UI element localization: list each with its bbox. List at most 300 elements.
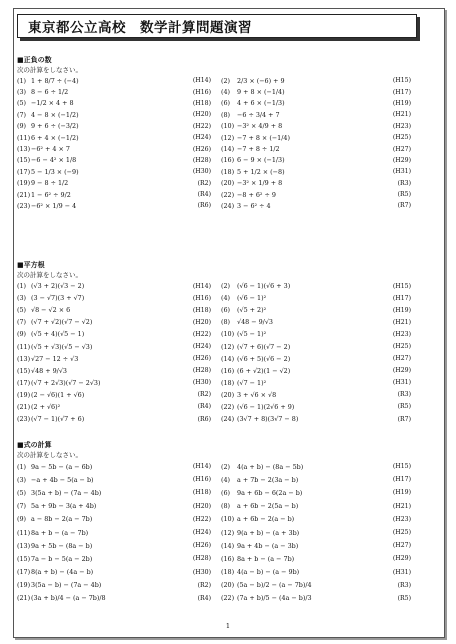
problem-number: (2) <box>221 76 231 85</box>
problem-row <box>17 280 417 292</box>
problem-expression: 6 + 4 × (−1/2) <box>31 133 79 142</box>
problem-year: (H25) <box>392 529 411 537</box>
problem-year: (H22) <box>192 330 211 338</box>
problem-item <box>17 282 217 290</box>
problem-expression: −3² × 4/9 + 8 <box>237 122 283 131</box>
problem-item <box>17 415 217 423</box>
problem-expression: −6 − 4² × 1/8 <box>31 156 77 165</box>
problem-number: (22) <box>221 402 235 411</box>
problem-expression: (√7 + 2√3)(√7 − 2√3) <box>31 378 101 387</box>
problem-year: (R5) <box>397 191 411 199</box>
problem-number: (15) <box>17 156 31 165</box>
problem-year: (H26) <box>192 145 211 153</box>
problem-expression: (√5 + 4)(√5 − 1) <box>31 330 85 339</box>
problem-number: (20) <box>221 581 235 590</box>
problem-row <box>17 328 417 340</box>
problem-year: (H29) <box>392 367 411 375</box>
problem-number: (20) <box>221 179 235 188</box>
problem-number: (11) <box>17 528 31 537</box>
problem-item <box>217 168 417 176</box>
problem-year: (R3) <box>397 391 411 399</box>
problem-list <box>17 75 417 212</box>
problem-number: (4) <box>221 294 231 303</box>
problem-expression: (√7 − 1)(√7 + 6) <box>31 415 85 424</box>
problem-year: (H18) <box>192 489 211 497</box>
problem-item <box>17 145 217 153</box>
problem-item <box>17 191 217 199</box>
problem-row <box>17 304 417 316</box>
problem-number: (10) <box>221 515 235 524</box>
problem-expression: 9 + 8 × (−1/4) <box>237 88 285 97</box>
problem-number: (8) <box>221 318 231 327</box>
problem-expression: 2/3 × (−6) + 9 <box>237 76 285 85</box>
section-instruction: 次の計算をしなさい。 <box>17 451 82 459</box>
problem-number: (24) <box>221 201 235 210</box>
problem-number: (14) <box>221 145 235 154</box>
section-heading: ■正負の数 <box>17 56 52 64</box>
problem-expression: 4 − 8 × (−1/2) <box>31 110 79 119</box>
problem-year: (H15) <box>392 77 411 85</box>
problem-number: (21) <box>17 190 31 199</box>
problem-item <box>17 111 217 119</box>
title-box <box>17 14 417 38</box>
problem-item <box>17 515 217 523</box>
problem-year: (H17) <box>392 476 411 484</box>
problem-row <box>17 592 417 605</box>
problem-item <box>217 403 417 411</box>
problem-year: (H16) <box>192 476 211 484</box>
problem-year: (H31) <box>392 379 411 387</box>
problem-year: (H30) <box>192 568 211 576</box>
problem-year: (H25) <box>392 343 411 351</box>
problem-row <box>17 200 417 211</box>
problem-expression: (3 − √7)(3 + √7) <box>31 294 85 303</box>
problem-number: (8) <box>221 502 231 511</box>
problem-row <box>17 189 417 200</box>
problem-expression: −a + 4b − 5(a − b) <box>31 475 94 484</box>
problem-expression: −1/2 × 4 + 8 <box>31 99 74 108</box>
problem-number: (23) <box>17 415 31 424</box>
problem-year: (H30) <box>192 168 211 176</box>
problem-item <box>17 168 217 176</box>
problem-row <box>17 121 417 132</box>
problem-item <box>217 156 417 164</box>
problem-expression: (2 + √6)² <box>31 402 61 411</box>
problem-item <box>17 502 217 510</box>
problem-number: (12) <box>221 528 235 537</box>
problem-year: (R5) <box>397 594 411 602</box>
problem-item <box>17 134 217 142</box>
problem-item <box>217 88 417 96</box>
problem-expression: 9a + 5b − (8a − b) <box>31 541 93 550</box>
problem-number: (15) <box>17 366 31 375</box>
problem-expression: (√7 − 1)² <box>237 378 267 387</box>
problem-row <box>17 460 417 473</box>
problem-item <box>17 403 217 411</box>
problem-number: (9) <box>17 330 27 339</box>
problem-number: (24) <box>221 415 235 424</box>
problem-number: (13) <box>17 354 31 363</box>
problem-item <box>17 542 217 550</box>
problem-year: (R2) <box>197 391 211 399</box>
problem-year: (R7) <box>397 202 411 210</box>
problem-number: (19) <box>17 179 31 188</box>
problem-item <box>217 343 417 351</box>
problem-year: (H17) <box>392 294 411 302</box>
problem-expression: 3(5a − b) − (7a − 4b) <box>31 581 102 590</box>
problem-row <box>17 155 417 166</box>
problem-item <box>17 179 217 187</box>
problem-item <box>17 318 217 326</box>
problem-row <box>17 340 417 352</box>
problem-item <box>17 476 217 484</box>
problem-year: (H21) <box>392 318 411 326</box>
problem-item <box>217 391 417 399</box>
problem-year: (H20) <box>192 111 211 119</box>
problem-year: (H17) <box>392 88 411 96</box>
problem-year: (H19) <box>392 489 411 497</box>
problem-item <box>17 343 217 351</box>
problem-year: (H23) <box>392 515 411 523</box>
problem-item <box>217 542 417 550</box>
problem-number: (9) <box>17 515 27 524</box>
problem-number: (16) <box>221 554 235 563</box>
problem-item <box>217 111 417 119</box>
problem-expression: √27 − 12 ÷ √3 <box>31 354 79 363</box>
problem-expression: (3√7 + 8)(3√7 − 8) <box>237 415 299 424</box>
problem-expression: √8 − √2 × 6 <box>31 306 71 315</box>
problem-number: (17) <box>17 568 31 577</box>
problem-row <box>17 579 417 592</box>
problem-item <box>17 306 217 314</box>
problem-number: (6) <box>221 99 231 108</box>
problem-year: (R6) <box>197 202 211 210</box>
problem-expression: (√5 + √3)(√5 − √3) <box>31 342 93 351</box>
problem-list <box>17 280 417 425</box>
problem-item <box>217 415 417 423</box>
problem-expression: (7a + b)/5 − (4a − b)/3 <box>237 594 312 603</box>
problem-year: (H15) <box>392 282 411 290</box>
problem-item <box>217 330 417 338</box>
problem-item <box>217 282 417 290</box>
problem-item <box>217 294 417 302</box>
problem-year: (H14) <box>192 463 211 471</box>
problem-list <box>17 460 417 605</box>
problem-item <box>217 489 417 497</box>
problem-number: (12) <box>221 342 235 351</box>
section-instruction: 次の計算をしなさい。 <box>17 271 82 279</box>
problem-expression: −8 + 6² ÷ 9 <box>237 190 276 199</box>
problem-item <box>217 306 417 314</box>
problem-number: (16) <box>221 366 235 375</box>
problem-item <box>17 122 217 130</box>
problem-number: (7) <box>17 318 27 327</box>
problem-expression: (5a − b)/2 − (a − 7b)/4 <box>237 581 312 590</box>
problem-item <box>17 88 217 96</box>
problem-row <box>17 143 417 154</box>
problem-expression: (√7 + 6)(√7 − 2) <box>237 342 291 351</box>
problem-year: (H22) <box>192 515 211 523</box>
problem-item <box>17 568 217 576</box>
problem-row <box>17 109 417 120</box>
problem-row <box>17 401 417 413</box>
problem-item <box>17 202 217 210</box>
problem-number: (4) <box>221 88 231 97</box>
problem-item <box>17 367 217 375</box>
problem-item <box>17 391 217 399</box>
problem-year: (H24) <box>192 134 211 142</box>
problem-expression: 6 − 9 × (−1/3) <box>237 156 285 165</box>
problem-number: (23) <box>17 201 31 210</box>
problem-row <box>17 473 417 486</box>
problem-expression: 5 − 1/3 × (−9) <box>31 167 79 176</box>
problem-year: (H18) <box>192 99 211 107</box>
problem-item <box>217 202 417 210</box>
problem-year: (H31) <box>392 168 411 176</box>
problem-expression: (√6 − 1)(√6 + 3) <box>237 282 291 291</box>
problem-year: (H19) <box>392 306 411 314</box>
problem-item <box>217 145 417 153</box>
problem-expression: 8 − 6 ÷ 1/2 <box>31 88 69 97</box>
problem-number: (7) <box>17 110 27 119</box>
problem-row <box>17 500 417 513</box>
problem-item <box>17 99 217 107</box>
problem-expression: 9 + 6 ÷ (−3/2) <box>31 122 79 131</box>
problem-row <box>17 413 417 425</box>
problem-year: (R4) <box>197 403 211 411</box>
problem-expression: −7 + 8 × (−1/4) <box>237 133 290 142</box>
problem-expression: (2 − √6)(1 + √6) <box>31 390 85 399</box>
problem-number: (17) <box>17 167 31 176</box>
worksheet-title: 東京都公立高校 数学計算問題演習 <box>28 20 252 36</box>
problem-year: (H29) <box>392 555 411 563</box>
problem-expression: (√3 + 2)(√3 − 2) <box>31 282 85 291</box>
problem-expression: −3² × 1/9 + 8 <box>237 179 283 188</box>
problem-item <box>217 318 417 326</box>
section-instruction: 次の計算をしなさい。 <box>17 66 82 74</box>
problem-item <box>17 156 217 164</box>
problem-row <box>17 166 417 177</box>
problem-expression: −6² × 1/9 − 4 <box>31 201 77 210</box>
problem-year: (H23) <box>392 330 411 338</box>
problem-row <box>17 316 417 328</box>
problem-item <box>217 77 417 85</box>
problem-row <box>17 178 417 189</box>
problem-item <box>217 502 417 510</box>
problem-year: (H14) <box>192 282 211 290</box>
problem-number: (19) <box>17 581 31 590</box>
problem-row <box>17 486 417 499</box>
problem-number: (18) <box>221 568 235 577</box>
problem-row <box>17 132 417 143</box>
problem-expression: 9a + 6b − 6(2a − b) <box>237 488 303 497</box>
problem-number: (17) <box>17 378 31 387</box>
problem-expression: √48 + 9/√3 <box>31 366 67 375</box>
problem-expression: (√5 − 1)² <box>237 330 267 339</box>
problem-year: (H23) <box>392 122 411 130</box>
problem-expression: −7 + 8 ÷ 1/2 <box>237 145 280 154</box>
problem-expression: 1 + 8/7 ÷ (−4) <box>31 76 79 85</box>
problem-expression: a + 7b − 2(3a − b) <box>237 475 299 484</box>
problem-expression: 9(a + b) − (a + 3b) <box>237 528 300 537</box>
page-number: 1 <box>225 622 231 630</box>
problem-item <box>17 555 217 563</box>
problem-expression: (√6 − 1)(2√6 + 9) <box>237 402 295 411</box>
problem-row <box>17 292 417 304</box>
problem-item <box>17 594 217 602</box>
problem-expression: −6² + 4 × 7 <box>31 145 70 154</box>
problem-year: (H28) <box>192 367 211 375</box>
problem-year: (H27) <box>392 145 411 153</box>
problem-expression: (6 + √2)(1 − √2) <box>237 366 291 375</box>
problem-year: (H27) <box>392 355 411 363</box>
problem-item <box>17 77 217 85</box>
problem-year: (H20) <box>192 318 211 326</box>
problem-expression: 3(5a + b) − (7a − 4b) <box>31 488 102 497</box>
problem-expression: 9a + 4b − (a − 3b) <box>237 541 299 550</box>
problem-expression: a + 6b − 2(a − b) <box>237 515 295 524</box>
problem-year: (H15) <box>392 463 411 471</box>
problem-year: (H16) <box>192 294 211 302</box>
problem-year: (H30) <box>192 379 211 387</box>
problem-expression: 8(a + b) − (4a − b) <box>31 568 94 577</box>
problem-expression: a + 6b − 2(5a − b) <box>237 502 299 511</box>
section-expressions <box>17 441 417 605</box>
problem-number: (14) <box>221 354 235 363</box>
problem-expression: 9a − 5b − (a − 6b) <box>31 462 93 471</box>
problem-row <box>17 389 417 401</box>
problem-year: (R4) <box>197 594 211 602</box>
problem-year: (R4) <box>197 191 211 199</box>
problem-number: (15) <box>17 554 31 563</box>
problem-year: (H21) <box>392 111 411 119</box>
problem-number: (8) <box>221 110 231 119</box>
problem-item <box>217 555 417 563</box>
problem-year: (H22) <box>192 122 211 130</box>
problem-row <box>17 377 417 389</box>
problem-number: (1) <box>17 76 27 85</box>
problem-year: (H24) <box>192 343 211 351</box>
problem-item <box>217 379 417 387</box>
problem-row <box>17 75 417 86</box>
problem-expression: 8a + b − (a − 7b) <box>237 554 295 563</box>
problem-number: (3) <box>17 294 27 303</box>
problem-year: (H28) <box>192 555 211 563</box>
problem-item <box>217 568 417 576</box>
problem-year: (H16) <box>192 88 211 96</box>
problem-row <box>17 353 417 365</box>
problem-year: (H28) <box>192 156 211 164</box>
problem-item <box>17 379 217 387</box>
problem-number: (2) <box>221 462 231 471</box>
problem-expression: 9 − 8 ÷ 1/2 <box>31 179 69 188</box>
problem-item <box>217 134 417 142</box>
problem-item <box>217 367 417 375</box>
problem-item <box>17 489 217 497</box>
problem-number: (9) <box>17 122 27 131</box>
problem-year: (H26) <box>192 542 211 550</box>
problem-number: (13) <box>17 145 31 154</box>
problem-expression: 3 + √6 × √8 <box>237 390 277 399</box>
problem-number: (1) <box>17 282 27 291</box>
problem-item <box>17 330 217 338</box>
problem-number: (5) <box>17 488 27 497</box>
problem-year: (H21) <box>392 502 411 510</box>
problem-year: (R2) <box>197 179 211 187</box>
problem-expression: a − 8b − 2(a − 7b) <box>31 515 93 524</box>
problem-item <box>17 463 217 471</box>
problem-number: (19) <box>17 390 31 399</box>
problem-number: (5) <box>17 306 27 315</box>
problem-expression: (√6 + 5)(√6 − 2) <box>237 354 291 363</box>
problem-number: (13) <box>17 541 31 550</box>
problem-number: (18) <box>221 167 235 176</box>
problem-number: (2) <box>221 282 231 291</box>
problem-number: (22) <box>221 190 235 199</box>
problem-number: (22) <box>221 594 235 603</box>
problem-number: (10) <box>221 330 235 339</box>
problem-number: (6) <box>221 306 231 315</box>
problem-item <box>217 463 417 471</box>
problem-expression: 8a + b − (a − 7b) <box>31 528 89 537</box>
problem-item <box>217 99 417 107</box>
problem-expression: √48 − 9/√3 <box>237 318 273 327</box>
problem-item <box>217 581 417 589</box>
section-positive-negative <box>17 56 417 212</box>
problem-row <box>17 539 417 552</box>
problem-item <box>217 355 417 363</box>
problem-item <box>217 529 417 537</box>
problem-expression: (3a + b)/4 − (a − 7b)/8 <box>31 594 106 603</box>
problem-year: (R3) <box>397 179 411 187</box>
problem-item <box>217 191 417 199</box>
problem-item <box>217 122 417 130</box>
problem-year: (H27) <box>392 542 411 550</box>
problem-year: (R2) <box>197 581 211 589</box>
problem-number: (11) <box>17 133 31 142</box>
problem-year: (H20) <box>192 502 211 510</box>
section-square-roots <box>17 261 417 425</box>
problem-year: (H29) <box>392 156 411 164</box>
problem-number: (11) <box>17 342 31 351</box>
problem-row <box>17 513 417 526</box>
problem-year: (R6) <box>197 415 211 423</box>
problem-number: (16) <box>221 156 235 165</box>
section-heading: ■平方根 <box>17 261 45 269</box>
problem-item <box>217 179 417 187</box>
problem-expression: 4 + 6 × (−1/3) <box>237 99 285 108</box>
problem-year: (R3) <box>397 581 411 589</box>
problem-number: (18) <box>221 378 235 387</box>
problem-number: (3) <box>17 475 27 484</box>
problem-expression: (√6 − 1)² <box>237 294 267 303</box>
problem-row <box>17 552 417 565</box>
problem-number: (5) <box>17 99 27 108</box>
problem-row <box>17 365 417 377</box>
problem-expression: 5a + 9b − 3(a + 4b) <box>31 502 97 511</box>
problem-number: (10) <box>221 122 235 131</box>
problem-row <box>17 566 417 579</box>
problem-expression: 7a − b − 5(a − 2b) <box>31 554 93 563</box>
problem-year: (H24) <box>192 529 211 537</box>
problem-expression: 4(a + b) − (8a − 5b) <box>237 462 304 471</box>
problem-row <box>17 86 417 97</box>
problem-year: (H18) <box>192 306 211 314</box>
problem-number: (6) <box>221 488 231 497</box>
problem-row <box>17 526 417 539</box>
problem-item <box>17 294 217 302</box>
problem-year: (H25) <box>392 134 411 142</box>
